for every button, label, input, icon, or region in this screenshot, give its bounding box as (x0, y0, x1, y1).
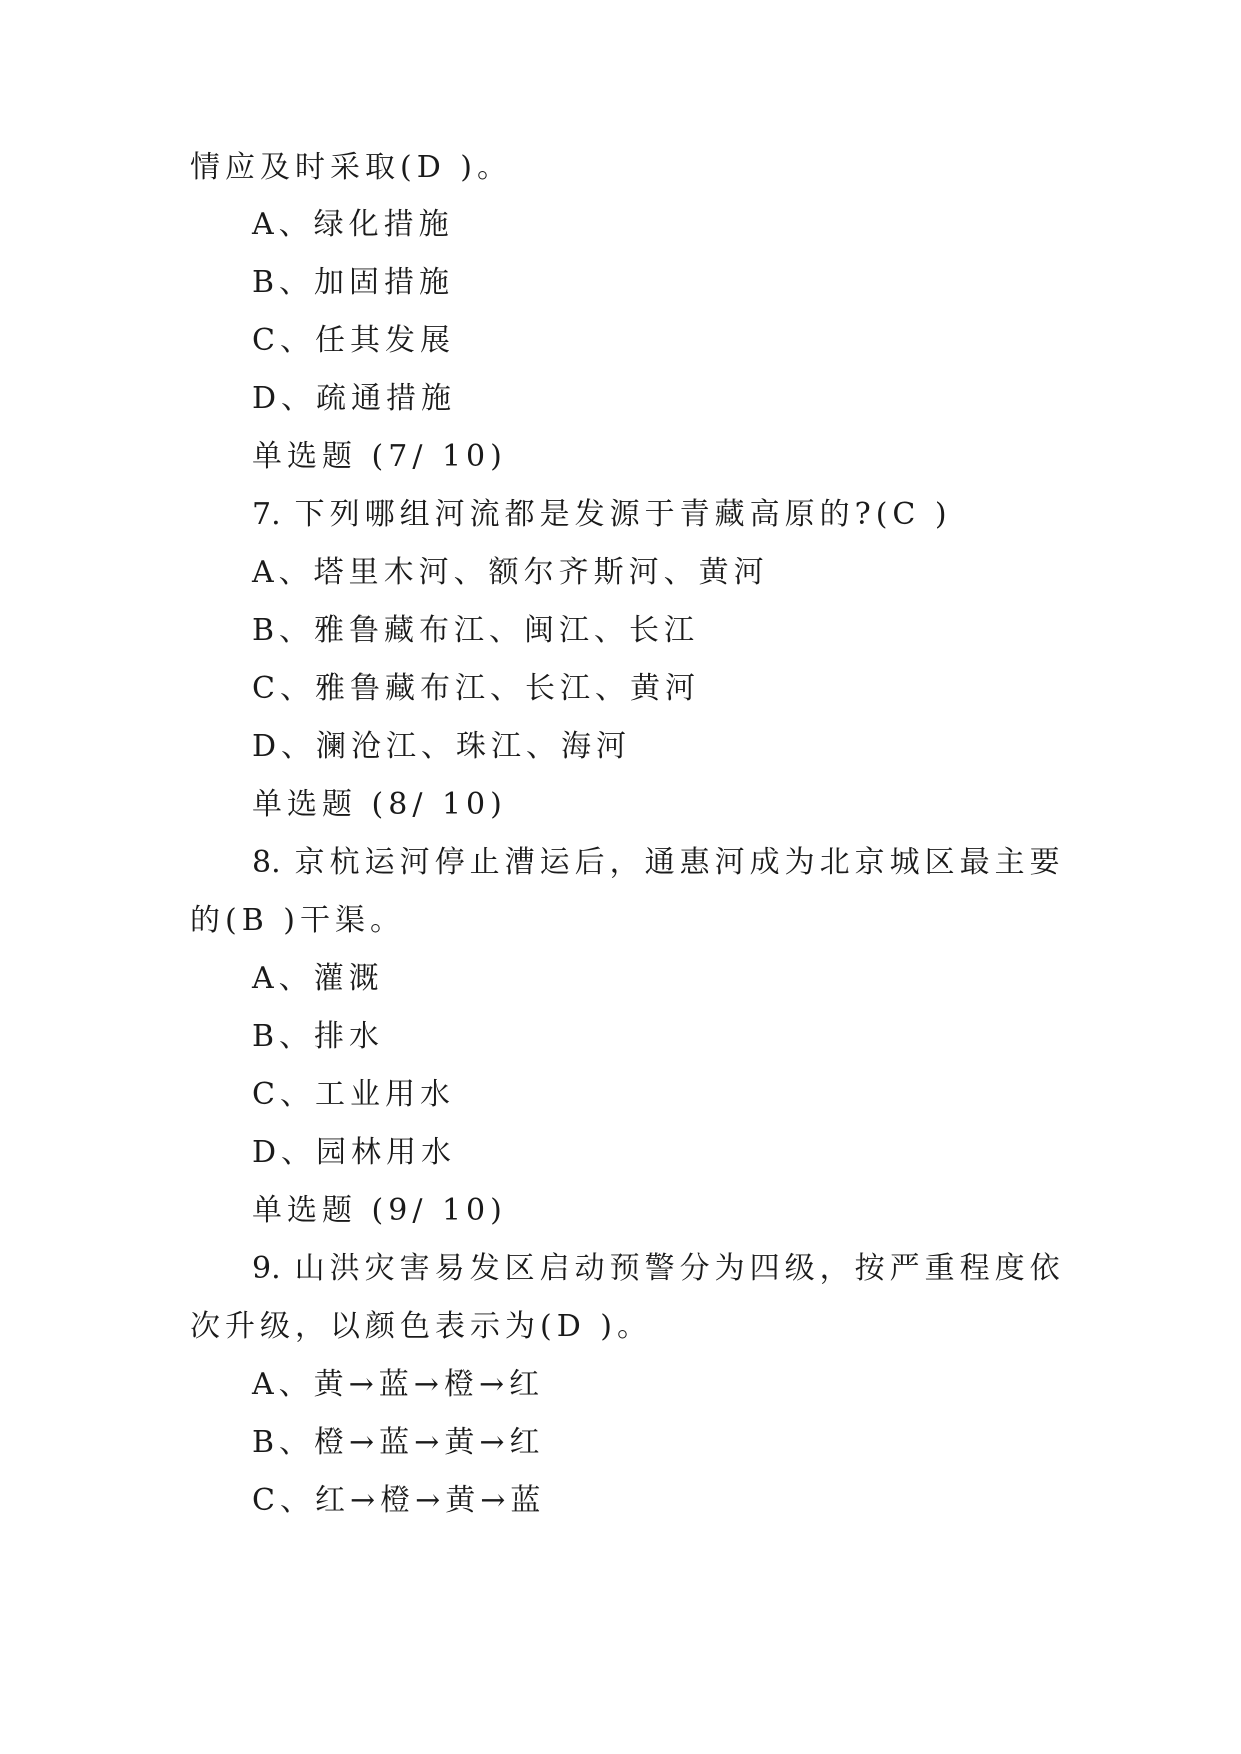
question-body: 下列哪组河流都是发源于青藏高原的?(C ) (294, 497, 952, 532)
option-c: C、雅鲁藏布江、长江、黄河 (252, 671, 700, 706)
option-c: C、工业用水 (252, 1077, 455, 1112)
option-b: B、雅鲁藏布江、闽江、长江 (252, 613, 700, 648)
question-text (252, 845, 1065, 881)
question-number: 8. (252, 845, 281, 880)
question-header: 单选题 (9/ 10) (252, 1193, 507, 1228)
option-a: A、绿化措施 (252, 207, 454, 242)
option-c: C、任其发展 (252, 323, 455, 358)
question-continuation: 情应及时采取(D )。 (190, 150, 512, 185)
question-body: 京杭运河停止漕运后，通惠河成为北京城区最主要 (294, 845, 1065, 880)
option-a: A、塔里木河、额尔齐斯河、黄河 (252, 555, 769, 590)
question-text (252, 1251, 1065, 1287)
question-text (252, 497, 952, 533)
question-number: 7. (252, 497, 281, 532)
option-d: D、疏通措施 (252, 381, 457, 416)
question-header: 单选题 (8/ 10) (252, 787, 507, 822)
option-a: A、灌溉 (252, 961, 384, 996)
option-d: D、园林用水 (252, 1135, 457, 1170)
question-continuation: 次升级，以颜色表示为(D )。 (190, 1309, 652, 1344)
question-body: 山洪灾害易发区启动预警分为四级，按严重程度依 (294, 1251, 1065, 1286)
option-b: B、排水 (252, 1019, 385, 1054)
question-number: 9. (252, 1251, 281, 1286)
option-b: B、加固措施 (252, 265, 455, 300)
option-c: C、红→橙→黄→蓝 (252, 1483, 546, 1518)
question-continuation: 的(B )干渠。 (190, 903, 405, 938)
option-d: D、澜沧江、珠江、海河 (252, 729, 632, 764)
option-a: A、黄→蓝→橙→红 (252, 1367, 545, 1402)
question-header: 单选题 (7/ 10) (252, 439, 507, 474)
option-b: B、橙→蓝→黄→红 (252, 1425, 545, 1460)
